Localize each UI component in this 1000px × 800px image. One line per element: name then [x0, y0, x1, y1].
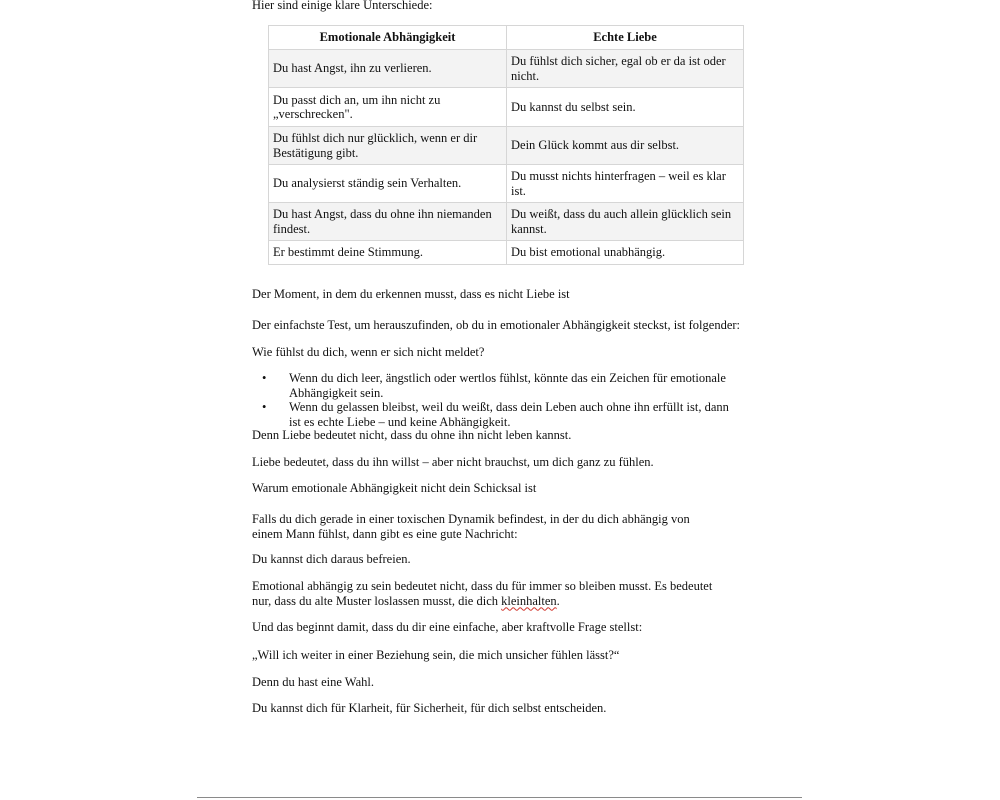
intro-text: Hier sind einige klare Unterschiede: [252, 0, 433, 12]
bullet-icon: • [262, 400, 267, 414]
table-cell: Du fühlst dich nur glücklich, wenn er dir Bestätigung gibt. [269, 127, 507, 165]
paragraph: Falls du dich gerade in einer toxischen Dynamik befindest, in der du dich abhängig von einem Mann fühlst, dann gibt es eine gute Nachricht: [252, 512, 690, 541]
table-cell: Du fühlst dich sicher, egal ob er da ist oder nicht. [507, 50, 744, 88]
table-cell: Du analysierst ständig sein Verhalten. [269, 165, 507, 203]
paragraph: Du kannst dich für Klarheit, für Sicherheit, für dich selbst entscheiden. [252, 701, 607, 715]
spellcheck-flagged-word[interactable]: kleinhalten [501, 593, 557, 608]
table-cell: Du kannst du selbst sein. [507, 88, 744, 127]
page-footer-divider [197, 797, 802, 798]
table-row [269, 127, 744, 165]
paragraph: Und das beginnt damit, dass du dir eine einfache, aber kraftvolle Frage stellst: [252, 620, 643, 634]
table-row [269, 241, 744, 265]
paragraph-text: Emotional abhängig zu sein bedeutet nicht, dass du für immer so bleiben musst. Es bedeutet nur, dass du alte Muster loslassen musst, die dich [252, 579, 713, 608]
paragraph: Liebe bedeutet, dass du ihn willst – aber nicht brauchst, um dich ganz zu fühlen. [252, 455, 654, 469]
paragraph: Denn Liebe bedeutet nicht, dass du ohne ihn nicht leben kannst. [252, 428, 572, 442]
table-cell: Dein Glück kommt aus dir selbst. [507, 127, 744, 165]
bullet-list [252, 371, 742, 429]
table-row [269, 88, 744, 127]
list-item [252, 400, 742, 429]
question-paragraph: Wie fühlst du dich, wenn er sich nicht meldet? [252, 345, 485, 359]
section-heading: Warum emotionale Abhängigkeit nicht dein Schicksal ist [252, 481, 537, 495]
list-item-text: Wenn du gelassen bleibst, weil du weißt, dass dein Leben auch ohne ihn erfüllt ist, dann ist es echte Liebe – und keine Abhängigkeit. [289, 400, 729, 429]
bullet-icon: • [262, 371, 267, 385]
paragraph: Denn du hast eine Wahl. [252, 675, 374, 689]
table-cell: Du passt dich an, um ihn nicht zu „verschrecken". [269, 88, 507, 127]
table-cell: Du hast Angst, ihn zu verlieren. [269, 50, 507, 88]
comparison-table [268, 25, 744, 265]
paragraph-text: . [556, 593, 560, 608]
list-item [252, 371, 742, 400]
table-cell: Du weißt, dass du auch allein glücklich sein kannst. [507, 203, 744, 241]
section-heading: Der Moment, in dem du erkennen musst, dass es nicht Liebe ist [252, 287, 570, 301]
table-row [269, 50, 744, 88]
paragraph: Der einfachste Test, um herauszufinden, ob du in emotionaler Abhängigkeit steckst, ist folgender: [252, 318, 741, 332]
table-cell: Du musst nichts hinterfragen – weil es klar ist. [507, 165, 744, 203]
paragraph [252, 579, 732, 608]
list-item-text: Wenn du dich leer, ängstlich oder wertlos fühlst, könnte das ein Zeichen für emotionale Abhängigkeit sein. [289, 371, 726, 400]
header-true-love: Echte Liebe [507, 26, 744, 50]
table-row [269, 203, 744, 241]
table-row [269, 165, 744, 203]
quote-paragraph: „Will ich weiter in einer Beziehung sein, die mich unsicher fühlen lässt?“ [252, 648, 620, 662]
table-cell: Du hast Angst, dass du ohne ihn niemanden findest. [269, 203, 507, 241]
table-cell: Er bestimmt deine Stimmung. [269, 241, 507, 265]
header-emotional-dependency: Emotionale Abhängigkeit [269, 26, 507, 50]
table-cell: Du bist emotional unabhängig. [507, 241, 744, 265]
paragraph: Du kannst dich daraus befreien. [252, 552, 411, 566]
table-header-row [269, 26, 744, 50]
